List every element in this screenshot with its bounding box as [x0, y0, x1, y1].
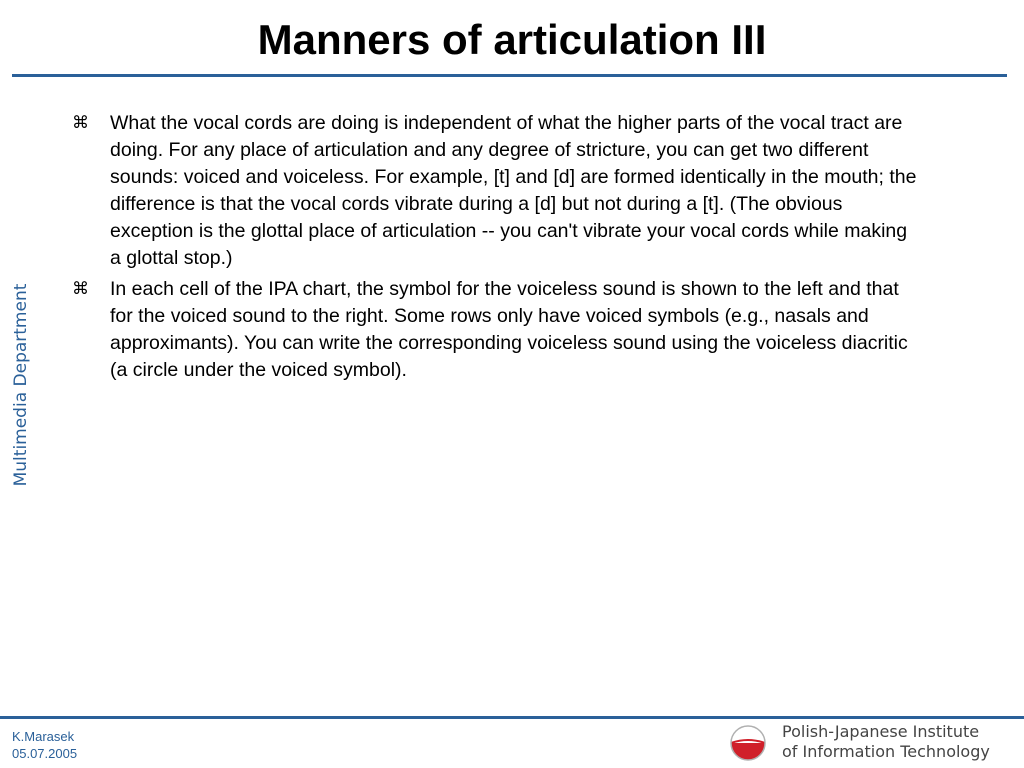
- footer-author: K.Marasek: [12, 729, 75, 744]
- list-item: [72, 110, 922, 272]
- command-bullet-icon: ⌘: [72, 113, 89, 133]
- bullet-text: What the vocal cords are doing is independent of what the higher parts of the vocal tract are doing. For any place of articulation and any degree of stricture, you can get two different sounds: voiced and voiceless. For example, [t] and [d] are formed identically in the mouth; the difference is that the vocal cords vibrate during a [d] but not during a [t]. (The obvious exception is the glottal place of articulation -- you can't vibrate your vocal cords while making a glottal stop.): [110, 112, 917, 269]
- department-label: Multimedia Department: [11, 283, 31, 487]
- slide-title: Manners of articulation III: [257, 16, 767, 63]
- title-divider: [12, 74, 1007, 77]
- institute-name-line1: Polish-Japanese Institute: [782, 722, 980, 741]
- institute-name: [782, 722, 990, 762]
- bullet-text: In each cell of the IPA chart, the symbol for the voiceless sound is shown to the left and that for the voiced sound to the right. Some rows only have voiced symbols (e.g., nasals and approximants). You can write the corresponding voiceless sound using the voiceless diacritic (a circle under the voiced symbol).: [110, 278, 908, 381]
- institute-name-line2: of Information Technology: [782, 742, 990, 761]
- command-bullet-icon: ⌘: [72, 279, 89, 299]
- footer-date: 05.07.2005: [12, 746, 78, 761]
- bullet-list: [72, 110, 922, 388]
- list-item: [72, 276, 922, 384]
- institute-logo-icon: [728, 723, 768, 763]
- footer-divider: [0, 716, 1024, 719]
